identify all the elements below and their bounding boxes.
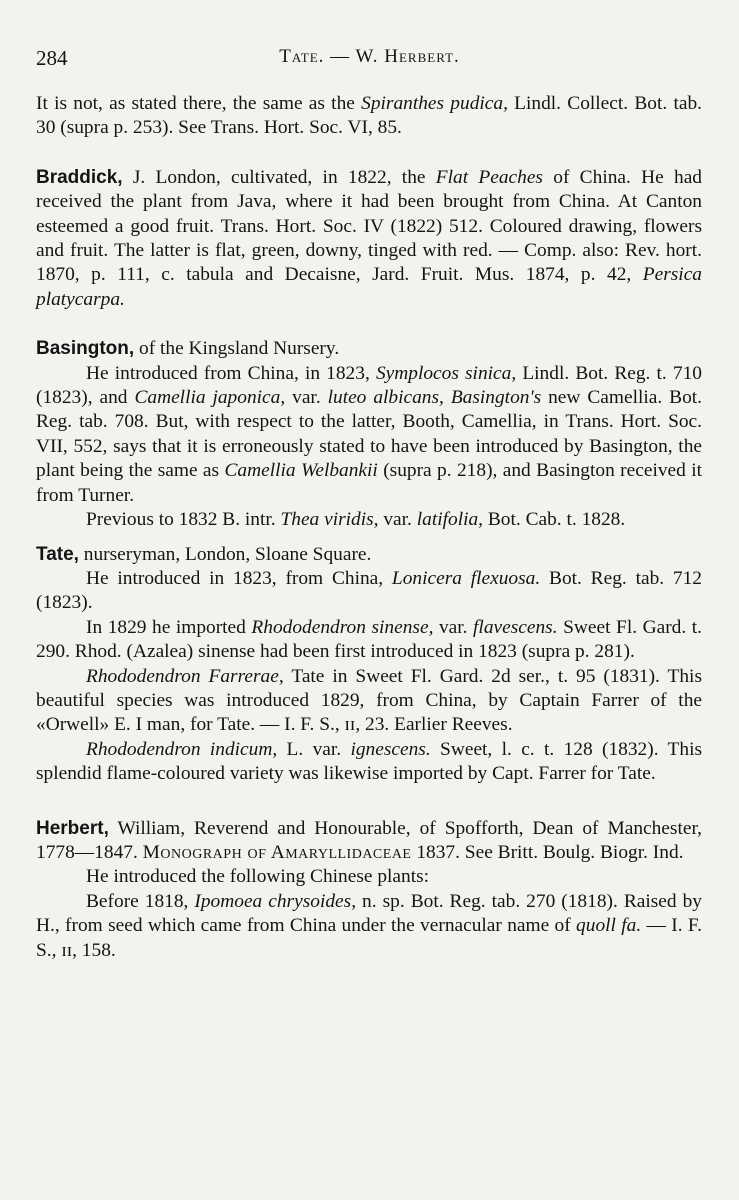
page-body: [36, 92, 702, 963]
paragraph: He introduced from China, in 1823, Symplocos sinica, Lindl. Bot. Reg. t. 710 (1823), and Camellia japonica, var. luteo albicans, Basington's new Camellia. Bot. Reg. tab. 708. But, with respect to the latter, Booth, Camellia, in Trans. Hort. Soc. VII, 552, says that it is erroneously stated to have been introduced by Basington, the plant being the same as Camellia Welbankii (supra p. 218), and Basington received it from Turner.: [36, 362, 703, 506]
page-header: [36, 46, 703, 74]
entry-name: Tate,: [36, 543, 79, 565]
entry-basington: Basington, of the Kingsland Nursery.: [36, 338, 340, 360]
entry-name: Braddick,: [36, 166, 123, 188]
running-title: Tate. — W. Herbert.: [279, 46, 460, 67]
entry-herbert: Herbert, William, Reverend and Honourable, of Spofforth, Dean of Manchester, 1778—1847. Monograph of Amaryllidaceae 1837. See Britt. Boulg. Biogr. Ind.: [36, 817, 702, 863]
paragraph: He introduced the following Chinese plants:: [86, 866, 430, 888]
entry-name: Herbert,: [36, 817, 109, 839]
paragraph: Before 1818, Ipomoea chrysoides, n. sp. Bot. Reg. tab. 270 (1818). Raised by H., from seed which came from China under the vernacular name of quoll fa. — I. F. S., ɪɪ, 158.: [36, 890, 702, 961]
paragraph: Rhododendron Farrerae, Tate in Sweet Fl. Gard. 2d ser., t. 95 (1831). This beautiful species was introduced 1829, from China, by Captain Farrer of the «Orwell» E. I man, for Tate. — I. F. S., ɪɪ, 23. Earlier Reeves.: [36, 665, 702, 736]
paragraph: Rhododendron indicum, L. var. ignescens. Sweet, l. c. t. 128 (1832). This splendid flame-coloured variety was likewise imported by Capt. Farrer for Tate.: [36, 738, 702, 785]
paragraph: In 1829 he imported Rhododendron sinense, var. flavescens. Sweet Fl. Gard. t. 290. Rhod. (Azalea) sinense had been first introduced in 1823 (supra p. 281).: [36, 616, 702, 663]
entry-braddick: Braddick, J. London, cultivated, in 1822, the Flat Peaches of China. He had received the plant from Java, where it had been brought from China. At Canton esteemed a good fruit. Trans. Hort. Soc. IV (1822) 512. Coloured drawing, flowers and fruit. The latter is flat, green, downy, tinged with red. — Comp. also: Rev. hort. 1870, p. 111, c. tabula and Decaisne, Jard. Fruit. Mus. 1874, p. 42, Persica platycarpa.: [36, 166, 703, 310]
page-number: 284: [36, 46, 68, 70]
paragraph: He introduced in 1823, from China, Lonicera flexuosa. Bot. Reg. tab. 712 (1823).: [36, 567, 702, 614]
entry-name: Basington,: [36, 338, 135, 360]
paragraph: Previous to 1832 B. intr. Thea viridis, var. latifolia, Bot. Cab. t. 1828.: [86, 509, 626, 531]
paragraph-continuation: It is not, as stated there, the same as the Spiranthes pudica, Lindl. Collect. Bot. tab. 30 (supra p. 253). See Trans. Hort. Soc. VI, 85.: [36, 93, 702, 139]
entry-tate: Tate, nurseryman, London, Sloane Square.: [36, 543, 372, 565]
